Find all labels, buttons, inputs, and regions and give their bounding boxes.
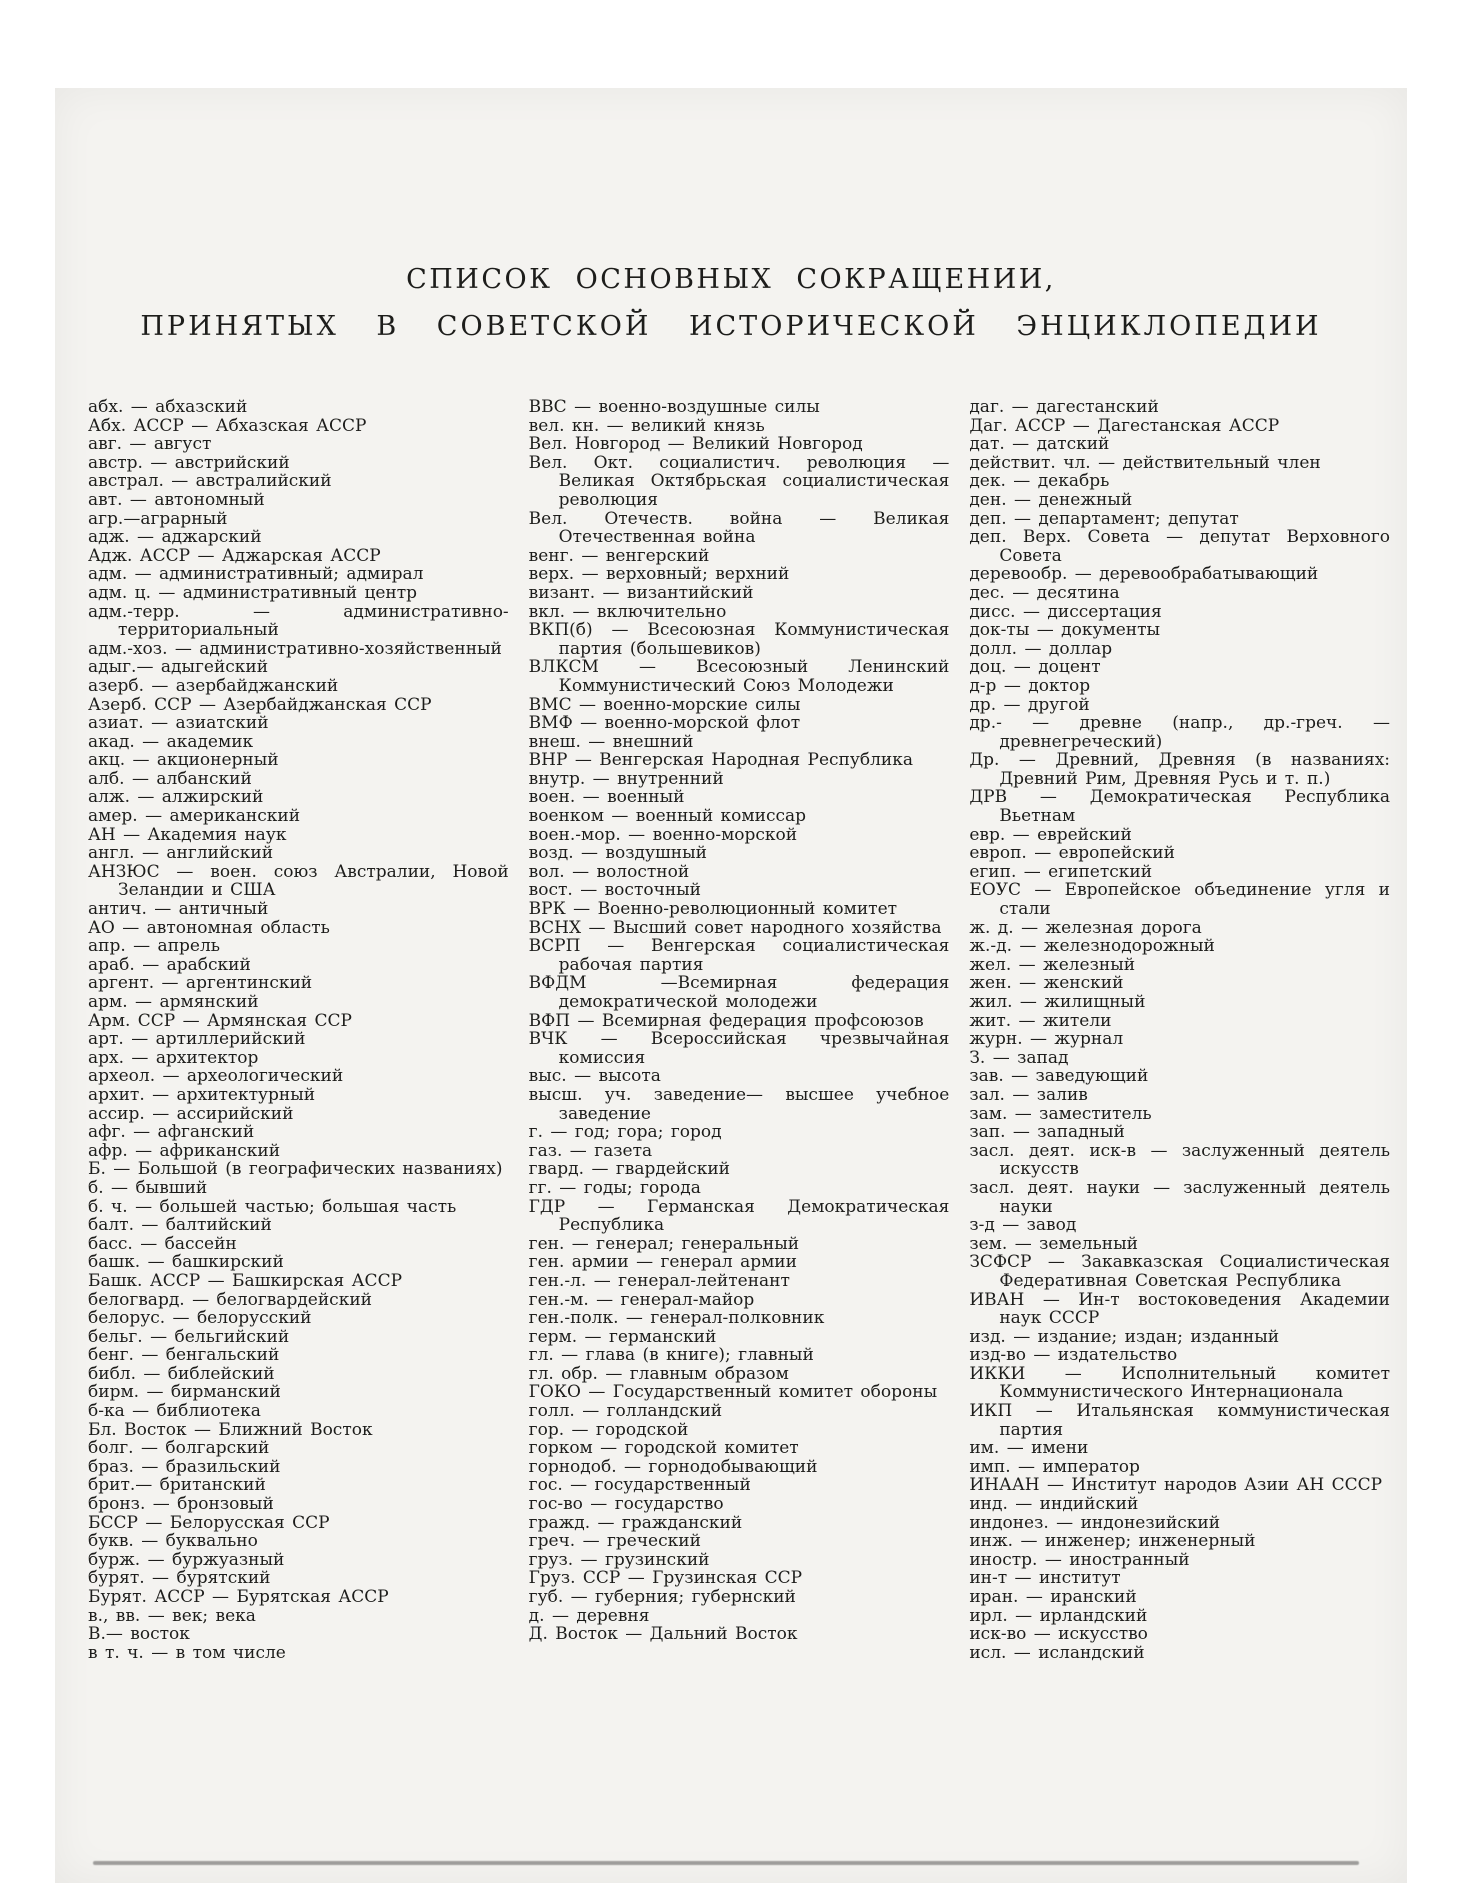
abbrev-entry: ирл. — ирландский	[969, 1605, 1148, 1626]
abbrev-entry: венг. — венгерский	[528, 545, 710, 566]
abbrev-entry: долл. — доллар	[969, 638, 1113, 659]
abbrev-entry: ген.-полк. — генерал-полковник	[528, 1308, 825, 1329]
abbrev-entry: афр. — африканский	[88, 1140, 281, 1161]
abbreviation-column-1	[88, 398, 509, 1662]
abbrev-entry: аргент. — аргентинский	[88, 973, 313, 994]
abbrev-entry: ВСРП — Венгерская социалистическая рабочая партия	[528, 936, 950, 975]
abbrev-entry: АНЗЮС — воен. союз Австралии, Новой Зеландии и США	[88, 861, 509, 901]
abbrev-entry: ВФДМ —Всемирная федерация демократической молодежи	[528, 973, 950, 1012]
abbrev-entry: алж. — алжирский	[88, 787, 264, 808]
abbrev-entry: Бурят. АССР — Бурятская АССР	[88, 1587, 389, 1607]
abbrev-entry: Вел. Отечеств. война — Великая Отечественная война	[528, 508, 950, 548]
abbrev-entry: арм. — армянский	[88, 992, 259, 1012]
abbrev-entry: др.- — древне (напр., др.-греч. — древнегреческий)	[969, 713, 1391, 752]
abbrev-entry: гвард. — гвардейский	[528, 1159, 731, 1180]
abbrev-entry: зав. — заведующий	[969, 1066, 1149, 1087]
abbrev-entry: им. — имени	[969, 1438, 1089, 1459]
abbrev-entry: Др. — Древний, Древняя (в названиях: Древний Рим, Древняя Русь и т. п.)	[969, 750, 1391, 789]
abbrev-entry: евр. — еврейский	[969, 824, 1132, 845]
abbrev-entry: в т. ч. — в том числе	[88, 1642, 286, 1663]
abbrev-entry: ЕОУС — Европейское объединение угля и стали	[969, 880, 1391, 920]
abbrev-entry: авг. — август	[88, 434, 212, 455]
page-title	[55, 88, 1407, 342]
abbrev-entry: ВВС — военно-воздушные силы	[528, 397, 820, 417]
abbrev-entry: индонез. — индонезийский	[969, 1512, 1221, 1533]
abbrev-entry: Башк. АССР — Башкирская АССР	[88, 1270, 403, 1291]
paper-sheet	[55, 88, 1407, 1883]
abbrev-entry: ВНР — Венгерская Народная Республика	[528, 750, 913, 771]
scan-edge-artifact	[93, 1861, 1359, 1865]
abbrev-entry: англ. — английский	[88, 843, 274, 864]
abbrev-entry: Б. — Большой (в географических названиях)	[88, 1159, 503, 1180]
abbrev-entry: иск-во — искусство	[969, 1624, 1148, 1645]
abbrev-entry: б. ч. — большей частью; большая часть	[88, 1196, 457, 1217]
abbrev-entry: дек. — декабрь	[969, 471, 1110, 492]
abbrev-entry: груз. — грузинский	[528, 1549, 710, 1570]
abbrev-entry: ген.-м. — генерал-майор	[528, 1289, 755, 1310]
abbrev-entry: адм.-терр. — административно-территориальный	[88, 601, 509, 641]
title-line-1: СПИСОК ОСНОВНЫХ СОКРАЩЕНИИ,	[406, 264, 1056, 295]
abbrev-entry: воен. — военный	[528, 787, 685, 808]
abbrev-entry: адм.-хоз. — административно-хозяйственный	[88, 638, 502, 659]
abbrev-entry: герм. — германский	[528, 1326, 717, 1347]
abbrev-entry: Д. Восток — Дальний Восток	[528, 1624, 798, 1645]
abbrev-entry: жил. — жилищный	[969, 992, 1146, 1012]
abbrev-entry: Груз. ССР — Грузинская ССР	[528, 1568, 803, 1589]
abbrev-entry: внутр. — внутренний	[528, 768, 724, 789]
abbrev-entry: ВМФ — военно-морской флот	[528, 713, 801, 734]
abbrev-entry: апр. — апрель	[88, 936, 221, 957]
abbrev-entry: Арм. ССР — Армянская ССР	[88, 1010, 352, 1031]
abbrev-entry: ген.-л. — генерал-лейтенант	[528, 1270, 790, 1291]
abbrev-entry: губ. — губерния; губернский	[528, 1587, 796, 1607]
abbrev-entry: в., вв. — век; века	[88, 1605, 256, 1626]
abbrev-entry: инд. — индийский	[969, 1494, 1139, 1515]
abbrev-entry: адж. — аджарский	[88, 527, 262, 548]
abbrev-entry: доц. — доцент	[969, 657, 1101, 678]
abbrev-entry: ген. армии — генерал армии	[528, 1252, 797, 1273]
abbrev-entry: белогвард. — белогвардейский	[88, 1289, 372, 1310]
abbrev-entry: ГДР — Германская Демократическая Республика	[528, 1196, 950, 1236]
abbrev-entry: жел. — железный	[969, 954, 1136, 975]
abbrev-entry: ЗСФСР — Закавказская Социалистическая Федеративная Советская Республика	[969, 1252, 1391, 1291]
abbrev-entry: араб. — арабский	[88, 954, 251, 975]
abbrev-entry: изд-во — издательство	[969, 1345, 1178, 1366]
abbrev-entry: австрал. — австралийский	[88, 471, 332, 492]
abbrev-entry: гл. обр. — главным образом	[528, 1363, 789, 1384]
abbrev-entry: деп. — департамент; депутат	[969, 508, 1239, 529]
abbrev-entry: имп. — император	[969, 1456, 1140, 1477]
abbrev-entry: австр. — австрийский	[88, 452, 290, 473]
abbrev-entry: б. — бывший	[88, 1177, 208, 1198]
abbrev-entry: гос-во — государство	[528, 1494, 724, 1515]
abbrev-entry: брит.— британский	[88, 1475, 266, 1496]
abbrev-entry: арх. — архитектор	[88, 1047, 259, 1068]
abbrev-entry: горнодоб. — горнодобывающий	[528, 1456, 818, 1477]
abbrev-entry: Вел. Новгород — Великий Новгород	[528, 434, 863, 455]
abbrev-entry: Адж. АССР — Аджарская АССР	[88, 545, 381, 566]
abbrev-entry: гос. — государственный	[528, 1475, 751, 1496]
abbrev-entry: ассир. — ассирийский	[88, 1103, 294, 1124]
abbrev-entry: иностр. — иностранный	[969, 1549, 1190, 1570]
abbrev-entry: бронз. — бронзовый	[88, 1494, 274, 1515]
abbrev-entry: газ. — газета	[528, 1140, 653, 1161]
abbrev-entry: изд. — издание; издан; изданный	[969, 1326, 1280, 1347]
abbrev-entry: авт. — автономный	[88, 489, 265, 510]
abbrev-entry: вел. кн. — великий князь	[528, 415, 765, 436]
abbrev-entry: З. — запад	[969, 1047, 1069, 1068]
abbrev-entry: военком — военный комиссар	[528, 806, 807, 827]
abbrev-entry: вост. — восточный	[528, 880, 702, 901]
abbrev-entry: ИВАН — Ин-т востоковедения Академии наук СССР	[969, 1289, 1391, 1329]
abbrev-entry: засл. деят. иск-в — заслуженный деятель искусств	[969, 1140, 1391, 1180]
title-line-2: ПРИНЯТЫХ В СОВЕТСКОЙ ИСТОРИЧЕСКОЙ ЭНЦИКЛОПЕДИИ	[140, 311, 1322, 342]
abbrev-entry: басс. — бассейн	[88, 1233, 237, 1254]
abbrev-entry: библ. — библейский	[88, 1363, 275, 1384]
abbrev-entry: адм. ц. — административный центр	[88, 582, 418, 603]
abbrev-entry: букв. — буквально	[88, 1531, 258, 1552]
abbrev-entry: зал. — залив	[969, 1084, 1088, 1105]
abbrev-entry: акц. — акционерный	[88, 750, 279, 771]
abbrev-entry: гражд. — гражданский	[528, 1512, 743, 1533]
abbrev-entry: БССР — Белорусская ССР	[88, 1512, 330, 1533]
abbrev-entry: внеш. — внешний	[528, 731, 694, 752]
abbrev-entry: башк. — башкирский	[88, 1252, 284, 1273]
abbrev-entry: Азерб. ССР — Азербайджанская ССР	[88, 694, 432, 715]
abbrev-entry: иран. — иранский	[969, 1587, 1137, 1607]
abbrev-entry: бурят. — бурятский	[88, 1568, 271, 1589]
abbrev-entry: ДРВ — Демократическая Республика Вьетнам	[969, 787, 1391, 827]
abbrev-entry: зап. — западный	[969, 1122, 1125, 1143]
abbrev-entry: горком — городской комитет	[528, 1438, 799, 1459]
abbrev-entry: ВСНХ — Высший совет народного хозяйства	[528, 917, 942, 938]
abbrev-entry: браз. — бразильский	[88, 1456, 281, 1477]
abbrev-entry: жит. — жители	[969, 1010, 1112, 1031]
abbrev-entry: воен.-мор. — военно-морской	[528, 824, 798, 845]
abbrev-entry: АО — автономная область	[88, 917, 330, 938]
abbrev-entry: бенг. — бенгальский	[88, 1345, 280, 1366]
abbrev-entry: дат. — датский	[969, 434, 1110, 455]
abbrev-entry: г. — год; гора; город	[528, 1122, 722, 1143]
abbrev-entry: д-р — доктор	[969, 675, 1091, 696]
abbrev-entry: з-д — завод	[969, 1215, 1077, 1236]
abbrev-entry: выс. — высота	[528, 1066, 661, 1087]
abbrev-entry: док-ты — документы	[969, 620, 1161, 641]
abbrev-entry: егип. — египетский	[969, 861, 1153, 882]
abbrev-entry: Абх. АССР — Абхазская АССР	[88, 415, 367, 436]
abbrev-entry: Вел. Окт. социалистич. революция — Великая Октябрьская социалистическая революция	[528, 452, 950, 510]
abbrev-entry: возд. — воздушный	[528, 843, 707, 864]
abbrev-entry: ВЛКСМ — Всесоюзный Ленинский Коммунистический Союз Молодежи	[528, 657, 950, 696]
abbrev-entry: ген. — генерал; генеральный	[528, 1233, 800, 1254]
abbreviation-column-3	[969, 398, 1390, 1662]
abbrev-entry: агр.—аграрный	[88, 508, 228, 529]
abbrev-entry: б-ка — библиотека	[88, 1401, 261, 1422]
abbrev-entry: жен. — женский	[969, 973, 1124, 994]
abbrev-entry: ВКП(б) — Всесоюзная Коммунистическая партия (большевиков)	[528, 620, 950, 659]
abbrev-entry: Даг. АССР — Дагестанская АССР	[969, 415, 1280, 436]
abbrev-entry: деп. Верх. Совета — депутат Верховного Совета	[969, 527, 1391, 566]
abbrev-entry: Бл. Восток — Ближний Восток	[88, 1419, 373, 1440]
abbrev-entry: др. — другой	[969, 694, 1090, 715]
abbrev-entry: арт. — артиллерийский	[88, 1029, 306, 1050]
abbrev-entry: архит. — архитектурный	[88, 1084, 316, 1105]
abbrev-entry: визант. — византийский	[528, 582, 754, 603]
abbreviation-columns	[88, 398, 1390, 1662]
abbrev-entry: даг. — дагестанский	[969, 397, 1159, 417]
abbrev-entry: греч. — греческий	[528, 1531, 701, 1552]
abbrev-entry: засл. деят. науки — заслуженный деятель науки	[969, 1177, 1391, 1217]
abbrev-entry: ден. — денежный	[969, 489, 1133, 510]
abbreviation-column-2	[529, 398, 950, 1662]
abbrev-entry: адыг.— адыгейский	[88, 657, 269, 678]
abbrev-entry: бельг. — бельгийский	[88, 1326, 290, 1347]
abbrev-entry: ВМС — военно-морские силы	[528, 694, 801, 715]
abbrev-entry: азиат. — азиатский	[88, 713, 269, 734]
abbrev-entry: В.— восток	[88, 1624, 190, 1645]
abbrev-entry: вол. — волостной	[528, 861, 690, 882]
abbrev-entry: ГОКО — Государственный комитет обороны	[528, 1382, 938, 1403]
abbrev-entry: гор. — городской	[528, 1419, 689, 1440]
abbrev-entry: ВЧК — Всероссийская чрезвычайная комиссия	[528, 1029, 950, 1068]
abbrev-entry: азерб. — азербайджанский	[88, 675, 339, 696]
abbrev-entry: афг. — афганский	[88, 1122, 255, 1143]
abbrev-entry: ИККИ — Исполнительный комитет Коммунистического Интернационала	[969, 1363, 1391, 1403]
abbrev-entry: алб. — албанский	[88, 768, 252, 789]
abbrev-entry: деревообр. — деревообрабатывающий	[969, 564, 1319, 585]
abbrev-entry: действит. чл. — действительный член	[969, 452, 1321, 473]
abbrev-entry: ВФП — Всемирная федерация профсоюзов	[528, 1010, 924, 1031]
abbrev-entry: дес. — десятина	[969, 582, 1120, 603]
abbrev-entry: абх. — абхазский	[88, 397, 248, 417]
abbrev-entry: ИКП — Итальянская коммунистическая партия	[969, 1401, 1391, 1440]
abbrev-entry: ж.-д. — железнодорожный	[969, 936, 1215, 957]
abbrev-entry: адм. — административный; адмирал	[88, 564, 424, 585]
abbrev-entry: АН — Академия наук	[88, 824, 287, 845]
abbrev-entry: бирм. — бирманский	[88, 1382, 281, 1403]
abbrev-entry: инж. — инженер; инженерный	[969, 1531, 1256, 1552]
abbrev-entry: верх. — верховный; верхний	[528, 564, 790, 585]
abbrev-entry: акад. — академик	[88, 731, 254, 752]
abbrev-entry: д. — деревня	[528, 1605, 650, 1626]
abbrev-entry: болг. — болгарский	[88, 1438, 270, 1459]
abbrev-entry: высш. уч. заведение— высшее учебное заведение	[528, 1084, 950, 1124]
abbrev-entry: бурж. — буржуазный	[88, 1549, 285, 1570]
abbrev-entry: вкл. — включительно	[528, 601, 727, 622]
abbrev-entry: зем. — земельный	[969, 1233, 1138, 1254]
abbrev-entry: антич. — античный	[88, 899, 269, 920]
abbrev-entry: археол. — археологический	[88, 1066, 344, 1087]
abbrev-entry: ин-т — институт	[969, 1568, 1121, 1589]
abbrev-entry: гл. — глава (в книге); главный	[528, 1345, 814, 1366]
abbrev-entry: дисс. — диссертация	[969, 601, 1162, 622]
abbrev-entry: гг. — годы; города	[528, 1177, 701, 1198]
abbrev-entry: европ. — европейский	[969, 843, 1175, 864]
abbrev-entry: зам. — заместитель	[969, 1103, 1152, 1124]
abbrev-entry: ИНААН — Институт народов Азии АН СССР	[969, 1475, 1383, 1496]
abbrev-entry: белорус. — белорусский	[88, 1308, 312, 1329]
abbrev-entry: ж. д. — железная дорога	[969, 917, 1202, 938]
abbrev-entry: балт. — балтийский	[88, 1215, 272, 1236]
abbrev-entry: журн. — журнал	[969, 1029, 1124, 1050]
abbrev-entry: амер. — американский	[88, 806, 301, 827]
abbrev-entry: исл. — исландский	[969, 1642, 1145, 1663]
abbrev-entry: ВРК — Военно-революционный комитет	[528, 899, 898, 920]
abbrev-entry: голл. — голландский	[528, 1401, 723, 1422]
